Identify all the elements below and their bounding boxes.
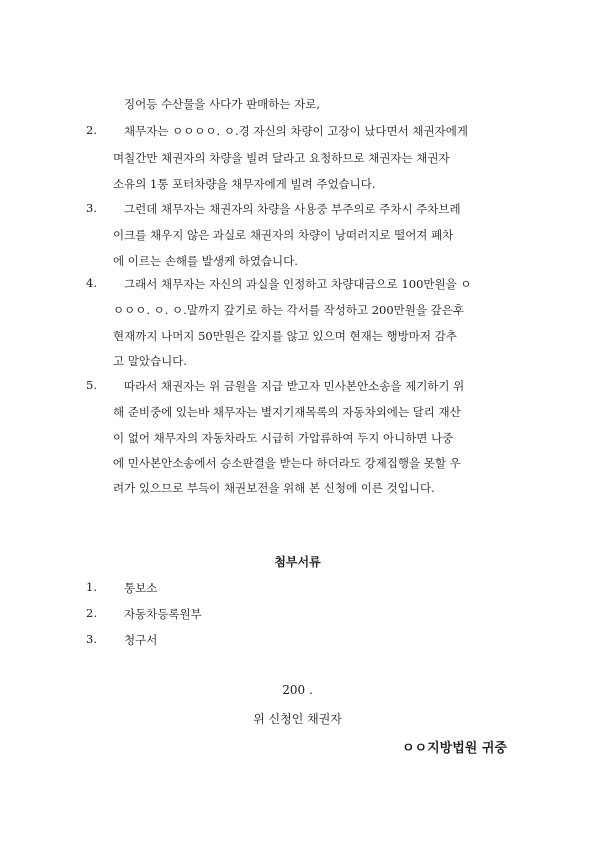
item-text-line: 현재까지 나머지 50만원은 갚지를 않고 있으며 현재는 행방마저 감추 bbox=[113, 329, 457, 343]
attachment-number: 1. bbox=[86, 580, 97, 594]
item-text-line: 에 이르는 손해를 발생케 하였습니다. bbox=[113, 254, 298, 268]
item-number: 3. bbox=[86, 201, 97, 215]
court-addressee: ㅇㅇ지방법원 귀중 bbox=[402, 741, 507, 756]
attachment-number: 2. bbox=[86, 606, 97, 620]
document-date: 200 . bbox=[282, 683, 313, 697]
item-text-line: 채무자는 ㅇㅇㅇㅇ. ㅇ.경 자신의 차량이 고장이 났다면서 채권자에게 bbox=[124, 124, 468, 138]
attachment-number: 3. bbox=[86, 632, 97, 646]
intro-line: 징어등 수산물을 사다가 판매하는 자로, bbox=[124, 97, 321, 111]
applicant-line: 위 신청인 채권자 bbox=[253, 712, 342, 726]
item-text-line: 그래서 채무자는 자신의 과실을 인정하고 차량대금으로 100만원을 ㅇ bbox=[124, 277, 472, 291]
item-text-line: 소유의 1통 포터차량을 채무자에게 빌려 주었습니다. bbox=[113, 177, 376, 191]
item-text-line: 따라서 채권자는 위 금원을 지급 받고자 민사본안소송을 제기하기 위 bbox=[124, 379, 465, 393]
item-number: 4. bbox=[86, 276, 97, 290]
item-text-line: 이크를 채우지 않은 과실로 채권자의 차량이 낭떠러지로 떨어져 폐차 bbox=[113, 228, 454, 242]
item-number: 2. bbox=[86, 123, 97, 137]
attachment-item: 통보소 bbox=[124, 581, 158, 595]
item-text-line: 려가 있으므로 부득이 채권보전을 위해 본 신청에 이른 것입니다. bbox=[113, 481, 435, 495]
attachment-item: 청구서 bbox=[124, 633, 158, 647]
attachments-heading: 첨부서류 bbox=[274, 555, 321, 569]
item-text-line: 해 준비중에 있는바 채무자는 별지기재목록의 자동차외에는 달리 재산 bbox=[113, 405, 461, 419]
item-text-line: 그런데 채무자는 채권자의 차량을 사용중 부주의로 주차시 주차브레 bbox=[124, 202, 461, 216]
item-number: 5. bbox=[86, 378, 97, 392]
item-text-line: 에 민사본안소송에서 승소판결을 받는다 하더라도 강제집행을 못할 우 bbox=[113, 456, 461, 470]
item-text-line: ㅇㅇㅇ. ㅇ. ㅇ.말까지 갚기로 하는 각서를 작성하고 200만원을 갚은후 bbox=[113, 303, 464, 317]
attachment-item: 자동차등록원부 bbox=[124, 607, 202, 621]
item-text-line: 며칠간만 채권자의 차량을 빌려 달라고 요청하므로 채권자는 채권자 bbox=[113, 151, 450, 165]
item-text-line: 고 말았습니다. bbox=[113, 354, 187, 368]
item-text-line: 이 없어 채무자의 자동차라도 시급히 가압류하여 두지 아니하면 나중 bbox=[113, 431, 454, 445]
